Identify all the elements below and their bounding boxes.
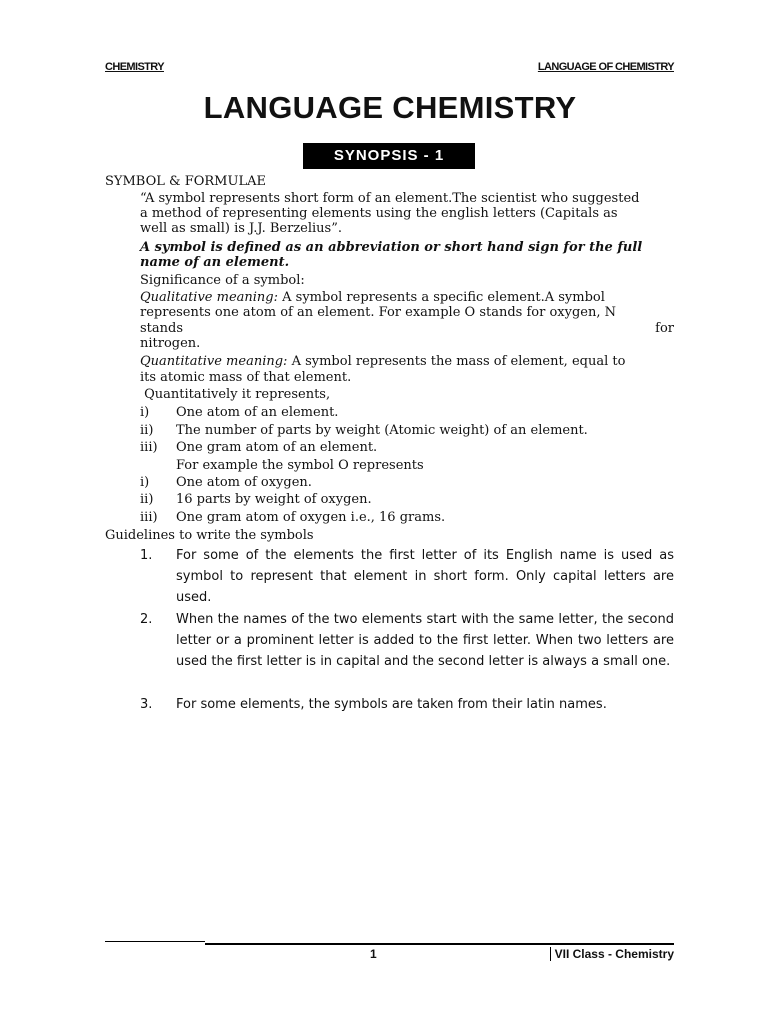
guideline-item-1: For some of the elements the first letter of its English name is used as symbol to represent that element in short form. Only capital letters are used. xyxy=(176,548,674,605)
definition-line-1: A symbol is defined as an abbreviation or short hand sign for the full xyxy=(140,240,643,255)
qualitative-line-3-left: stands xyxy=(140,321,184,336)
qualitative-line-1 xyxy=(140,290,674,305)
footer-class-label: VII Class - Chemistry xyxy=(550,947,674,961)
quantitative-line-1 xyxy=(140,354,674,369)
footer-page-number: 1 xyxy=(370,947,377,961)
definition-line-2: name of an element. xyxy=(140,255,290,270)
list1-item-2: The number of parts by weight (Atomic weight) of an element. xyxy=(176,423,588,438)
list2-item-1: One atom of oxygen. xyxy=(176,475,312,490)
intro-line-3: well as small) is J.J. Berzelius”. xyxy=(140,221,342,236)
list2-num-2: ii) xyxy=(140,492,154,507)
footer-rule-left xyxy=(105,941,205,942)
list1-num-2: ii) xyxy=(140,423,154,438)
qualitative-line-4: nitrogen. xyxy=(140,336,201,351)
list1-num-1: i) xyxy=(140,405,150,420)
quantitative-line-2: its atomic mass of that element. xyxy=(140,370,352,385)
quantitative-intro: Quantitatively it represents, xyxy=(140,387,331,402)
guideline-num-2: 2. xyxy=(140,612,153,627)
quantitative-text: A symbol represents the mass of element, equal to xyxy=(287,354,626,369)
list1-item-1: One atom of an element. xyxy=(176,405,339,420)
qualitative-label: Qualitative meaning: xyxy=(140,290,278,305)
guideline-num-3: 3. xyxy=(140,697,153,712)
list1-item-3: One gram atom of an element. xyxy=(176,440,378,455)
page-title: LANGUAGE CHEMISTRY xyxy=(203,90,577,125)
qualitative-line-3-right: for xyxy=(655,321,674,336)
list2-num-3: iii) xyxy=(140,510,158,525)
guideline-num-1: 1. xyxy=(140,548,153,563)
quantitative-label: Quantitative meaning: xyxy=(140,354,288,369)
guideline-item-2: When the names of the two elements start with the same letter, the second letter or a prominent letter is added to the first letter. When two letters are used the first letter is in capital and the second letter is always a small one. xyxy=(176,612,674,669)
header-chapter: LANGUAGE OF CHEMISTRY xyxy=(537,61,674,73)
significance-heading: Significance of a symbol: xyxy=(140,273,305,288)
list2-item-3: One gram atom of oxygen i.e., 16 grams. xyxy=(176,510,446,525)
guideline-item-3: For some elements, the symbols are taken from their latin names. xyxy=(176,697,607,712)
list1-num-3: iii) xyxy=(140,440,158,455)
list2-num-1: i) xyxy=(140,475,150,490)
intro-line-1: “A symbol represents short form of an element.The scientist who suggested xyxy=(140,191,640,206)
intro-line-2: a method of representing elements using the english letters (Capitals as xyxy=(140,206,618,221)
section-heading-guidelines: Guidelines to write the symbols xyxy=(105,528,314,543)
synopsis-badge: SYNOPSIS - 1 xyxy=(303,143,475,169)
example-intro: For example the symbol O represents xyxy=(176,458,424,473)
section-heading-symbol-formulae: SYMBOL & FORMULAE xyxy=(105,174,266,189)
qualitative-text: A symbol represents a specific element.A symbol xyxy=(278,290,605,305)
qualitative-line-2: represents one atom of an element. For example O stands for oxygen, N xyxy=(140,305,616,320)
header-subject: CHEMISTRY xyxy=(105,61,164,73)
footer-rule-right xyxy=(205,943,674,945)
qualitative-line-3 xyxy=(140,321,674,336)
list2-item-2: 16 parts by weight of oxygen. xyxy=(176,492,372,507)
